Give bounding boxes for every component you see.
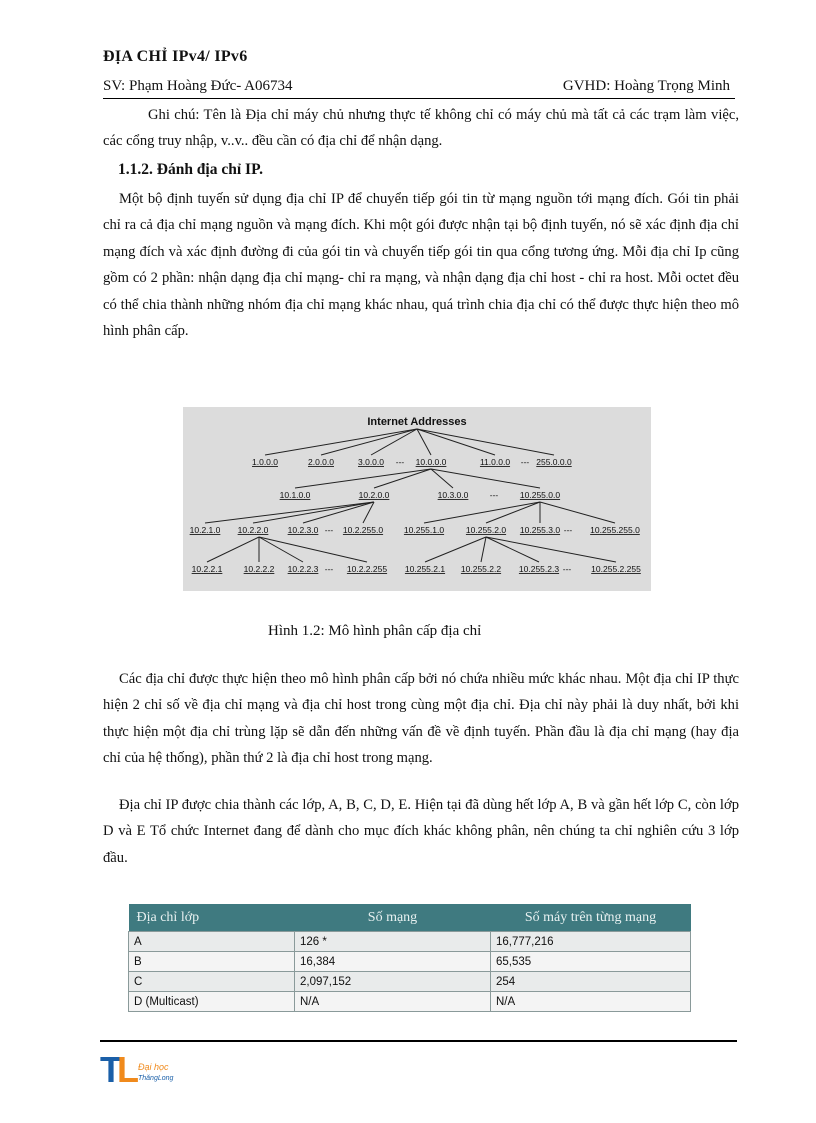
logo-line-1: Đại học: [138, 1062, 169, 1072]
logo-letter-t: T: [100, 1049, 122, 1088]
table-cell: 2,097,152: [295, 972, 491, 992]
address-node: 10.255.255.0: [590, 525, 640, 535]
header-networks: Số mạng: [295, 904, 491, 932]
student-info: SV: Phạm Hoàng Đức- A06734: [103, 78, 293, 94]
table-cell: 126 *: [295, 932, 491, 952]
connector-line: [481, 537, 486, 562]
address-node: 10.3.0.0: [437, 490, 469, 500]
connector-line: [259, 537, 303, 562]
university-logo: [100, 1048, 190, 1088]
connector-line: [321, 429, 417, 455]
section-heading: 1.1.2. Đánh địa chỉ IP.: [118, 161, 263, 178]
address-node: 10.255.2.255: [591, 564, 641, 574]
hierarchy-diagram: [183, 407, 651, 591]
table-row: [129, 992, 691, 1012]
ellipsis-dash: ---: [520, 457, 530, 467]
table-cell: B: [129, 952, 295, 972]
connector-line: [205, 502, 374, 523]
connector-line: [417, 429, 554, 455]
figure-title: Internet Addresses: [367, 416, 467, 428]
address-node: 10.255.0.0: [519, 490, 561, 500]
address-node: 10.2.2.2: [243, 564, 275, 574]
address-node: 10.0.0.0: [415, 457, 447, 467]
ellipsis-dash: ---: [563, 525, 573, 535]
connector-line: [431, 469, 540, 488]
table-cell: 254: [491, 972, 691, 992]
table-cell: 16,384: [295, 952, 491, 972]
address-node: 10.2.2.3: [287, 564, 319, 574]
advisor-info: GVHD: Hoàng Trọng Minh: [562, 78, 730, 94]
connector-line: [425, 537, 486, 562]
connector-line: [424, 502, 540, 523]
ellipsis-dash: ---: [489, 490, 499, 500]
address-node: 10.2.2.0: [237, 525, 269, 535]
footer-rule: [100, 1040, 737, 1042]
address-node: 10.2.1.0: [189, 525, 221, 535]
address-node: 1.0.0.0: [252, 457, 278, 467]
ellipsis-dash: ---: [324, 525, 334, 535]
logo-mark: [100, 1048, 190, 1088]
connector-line: [486, 502, 540, 523]
body-paragraph-2: [103, 666, 739, 772]
logo-line-2: ThăngLong: [138, 1075, 174, 1082]
address-node: 10.2.2.255: [346, 564, 388, 574]
body-paragraph-1: [103, 186, 739, 344]
address-node: 10.255.2.3: [518, 564, 560, 574]
connector-line: [259, 537, 367, 562]
table-header-row: [129, 904, 691, 932]
table-cell: 16,777,216: [491, 932, 691, 952]
table-cell: N/A: [491, 992, 691, 1012]
table-cell: A: [129, 932, 295, 952]
connector-line: [540, 502, 615, 523]
address-node: 3.0.0.0: [358, 457, 384, 467]
table-row: [129, 972, 691, 992]
address-node: 10.2.3.0: [287, 525, 319, 535]
logo-letter-l: L: [117, 1049, 139, 1088]
address-node: 255.0.0.0: [536, 457, 572, 467]
address-node: 10.2.0.0: [358, 490, 390, 500]
body-paragraph-3: [103, 792, 739, 871]
address-node: 10.255.2.2: [460, 564, 502, 574]
address-node: 11.0.0.0: [479, 457, 511, 467]
connector-line: [207, 537, 259, 562]
table-cell: 65,535: [491, 952, 691, 972]
ellipsis-dash: ---: [324, 564, 334, 574]
note-paragraph: [103, 102, 739, 155]
table-row: [129, 952, 691, 972]
header-class: Địa chỉ lớp: [129, 904, 295, 932]
paragraph-1-text: Một bộ định tuyến sử dụng địa chỉ IP để chuyển tiếp gói tin từ mạng nguồn tới mạng đích. Gói tin phải chỉ ra cả địa chỉ mạng nguồn và mạng đích. Khi một gói được nhận tại bộ định tuyến, nó sẽ xác định địa chỉ mạng đích và xác định đường đi của gói tin và chuyển tiếp gói tin qua cổng tương ứng. Mỗi địa chỉ Ip cũng gồm có 2 phần: nhận dạng địa chỉ mạng- chỉ ra mạng, và nhận dạng địa chỉ host - chỉ ra host. Mỗi octet đều có thể chia thành những nhóm địa chỉ mạng khác nhau, quá trình chia địa chỉ có thể được thực hiện theo mô hình phân cấp.: [103, 191, 739, 340]
table-cell: D (Multicast): [129, 992, 295, 1012]
address-node: 10.2.2.1: [191, 564, 223, 574]
header-hosts: Số máy trên từng mạng: [491, 904, 691, 932]
address-hierarchy-figure: [183, 407, 651, 591]
ellipsis-dash: ---: [562, 564, 572, 574]
address-node: 10.255.1.0: [403, 525, 445, 535]
address-node: 10.1.0.0: [279, 490, 311, 500]
connector-line: [374, 469, 431, 488]
address-class-table: [128, 904, 691, 1012]
address-node: 10.255.2.1: [404, 564, 446, 574]
table-row: [129, 932, 691, 952]
header-rule: [103, 98, 735, 99]
address-node: 10.255.2.0: [465, 525, 507, 535]
note-text: Ghi chú: Tên là Địa chỉ máy chủ nhưng thực tế không chỉ có máy chủ mà tất cả các trạm làm việc, các cổng truy nhập, v..v.. đều cần có địa chỉ để nhận dạng.: [103, 107, 739, 150]
ellipsis-dash: ---: [395, 457, 405, 467]
figure-caption: Hình 1.2: Mô hình phân cấp địa chỉ: [268, 623, 482, 639]
address-node: 2.0.0.0: [308, 457, 334, 467]
connector-line: [486, 537, 539, 562]
table-cell: C: [129, 972, 295, 992]
paragraph-3-text: Địa chỉ IP được chia thành các lớp, A, B, C, D, E. Hiện tại đã dùng hết lớp A, B và gần hết lớp C, còn lớp D và E Tổ chức Internet đang để dành cho mục đích khác không phân, nên chúng ta chỉ nghiên cứu 3 lớp đầu.: [103, 797, 739, 866]
address-node: 10.2.255.0: [342, 525, 384, 535]
connector-line: [486, 537, 616, 562]
document-title: ĐỊA CHỈ IPv4/ IPv6: [103, 48, 248, 65]
connector-line: [295, 469, 431, 488]
table-cell: N/A: [295, 992, 491, 1012]
address-node: 10.255.3.0: [519, 525, 561, 535]
paragraph-2-text: Các địa chỉ được thực hiện theo mô hình phân cấp bởi nó chứa nhiều mức khác nhau. Một địa chỉ IP thực hiện 2 chỉ số về địa chỉ mạng và địa chỉ host trong cùng một địa chỉ. Địa chỉ này phải là duy nhất, bởi khi thực hiện một địa chỉ trùng lặp sẽ dẫn đến những vấn đề về định tuyến. Phần đầu là địa chỉ mạng (hay địa chỉ của hệ thống), phần thứ 2 là địa chỉ host trong mạng.: [103, 671, 739, 767]
